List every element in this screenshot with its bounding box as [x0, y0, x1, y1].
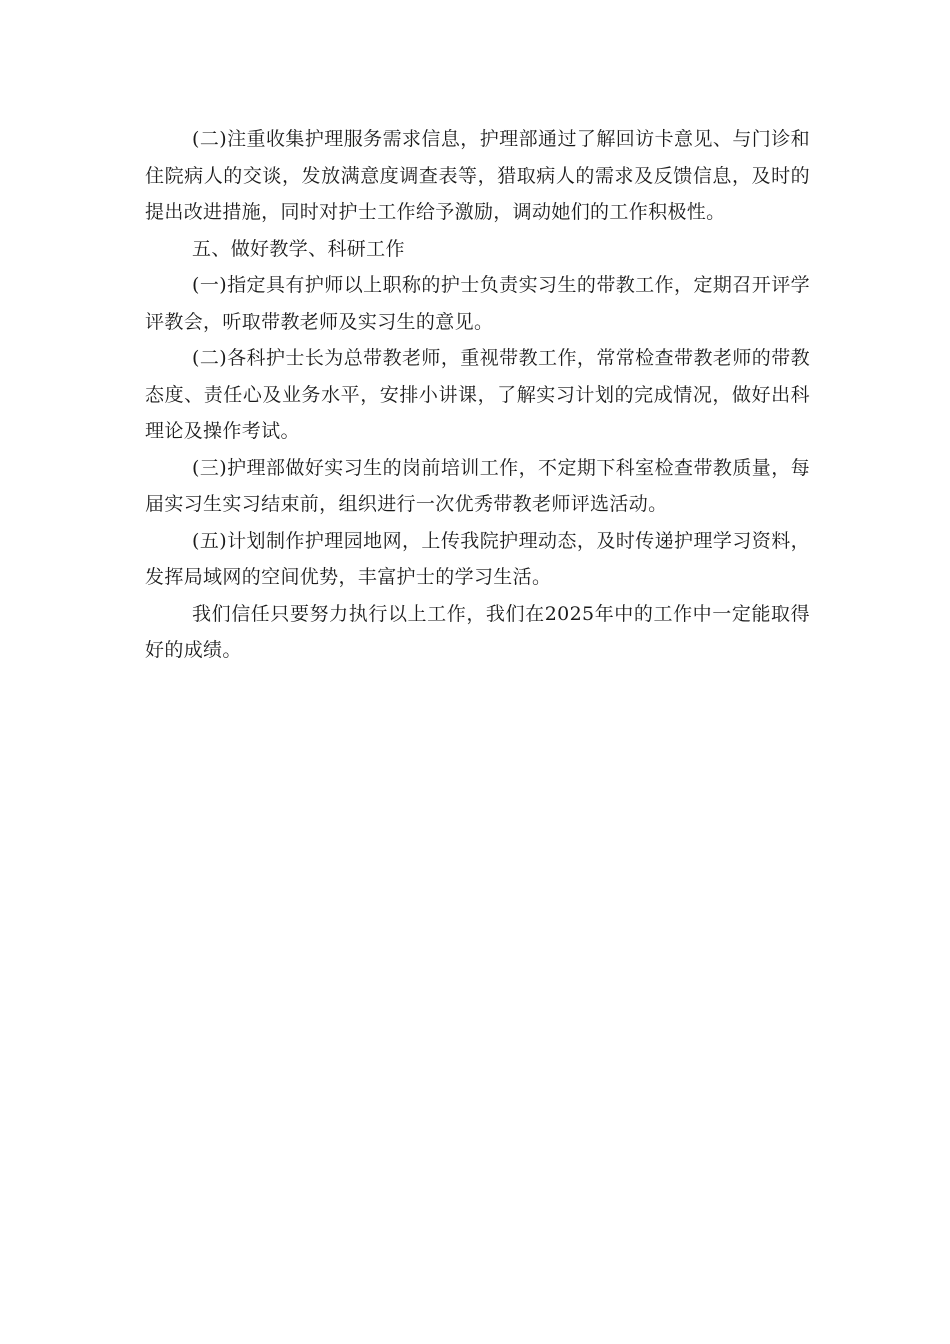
paragraph-head-nurse-teaching: (二)各科护士长为总带教老师，重视带教工作，常常检查带教老师的带教态度、责任心及业务水平，安排小讲课，了解实习计划的完成情况，做好出科理论及操作考试。 — [145, 347, 810, 442]
paragraph-nursing-website: (五)计划制作护理园地网，上传我院护理动态，及时传递护理学习资料，发挥局域网的空间优势，丰富护士的学习生活。 — [145, 529, 810, 588]
paragraph-intern-teaching: (一)指定具有护师以上职称的护士负责实习生的带教工作，定期召开评学评教会，听取带教老师及实习生的意见。 — [145, 274, 810, 333]
paragraph-feedback-collection: (二)注重收集护理服务需求信息，护理部通过了解回访卡意见、与门诊和住院病人的交谈，发放满意度调查表等，猎取病人的需求及反馈信息，及时的提出改进措施，同时对护士工作给予激励，调动她们的工作积极性。 — [145, 128, 810, 223]
document-body — [145, 121, 810, 669]
paragraph-pre-job-training: (三)护理部做好实习生的岗前培训工作，不定期下科室检查带教质量，每届实习生实习结束前，组织进行一次优秀带教老师评选活动。 — [145, 456, 810, 515]
section-heading-teaching-research: 五、做好教学、科研工作 — [192, 237, 405, 260]
paragraph-conclusion: 我们信任只要努力执行以上工作，我们在2025年中的工作中一定能取得好的成绩。 — [145, 602, 810, 661]
